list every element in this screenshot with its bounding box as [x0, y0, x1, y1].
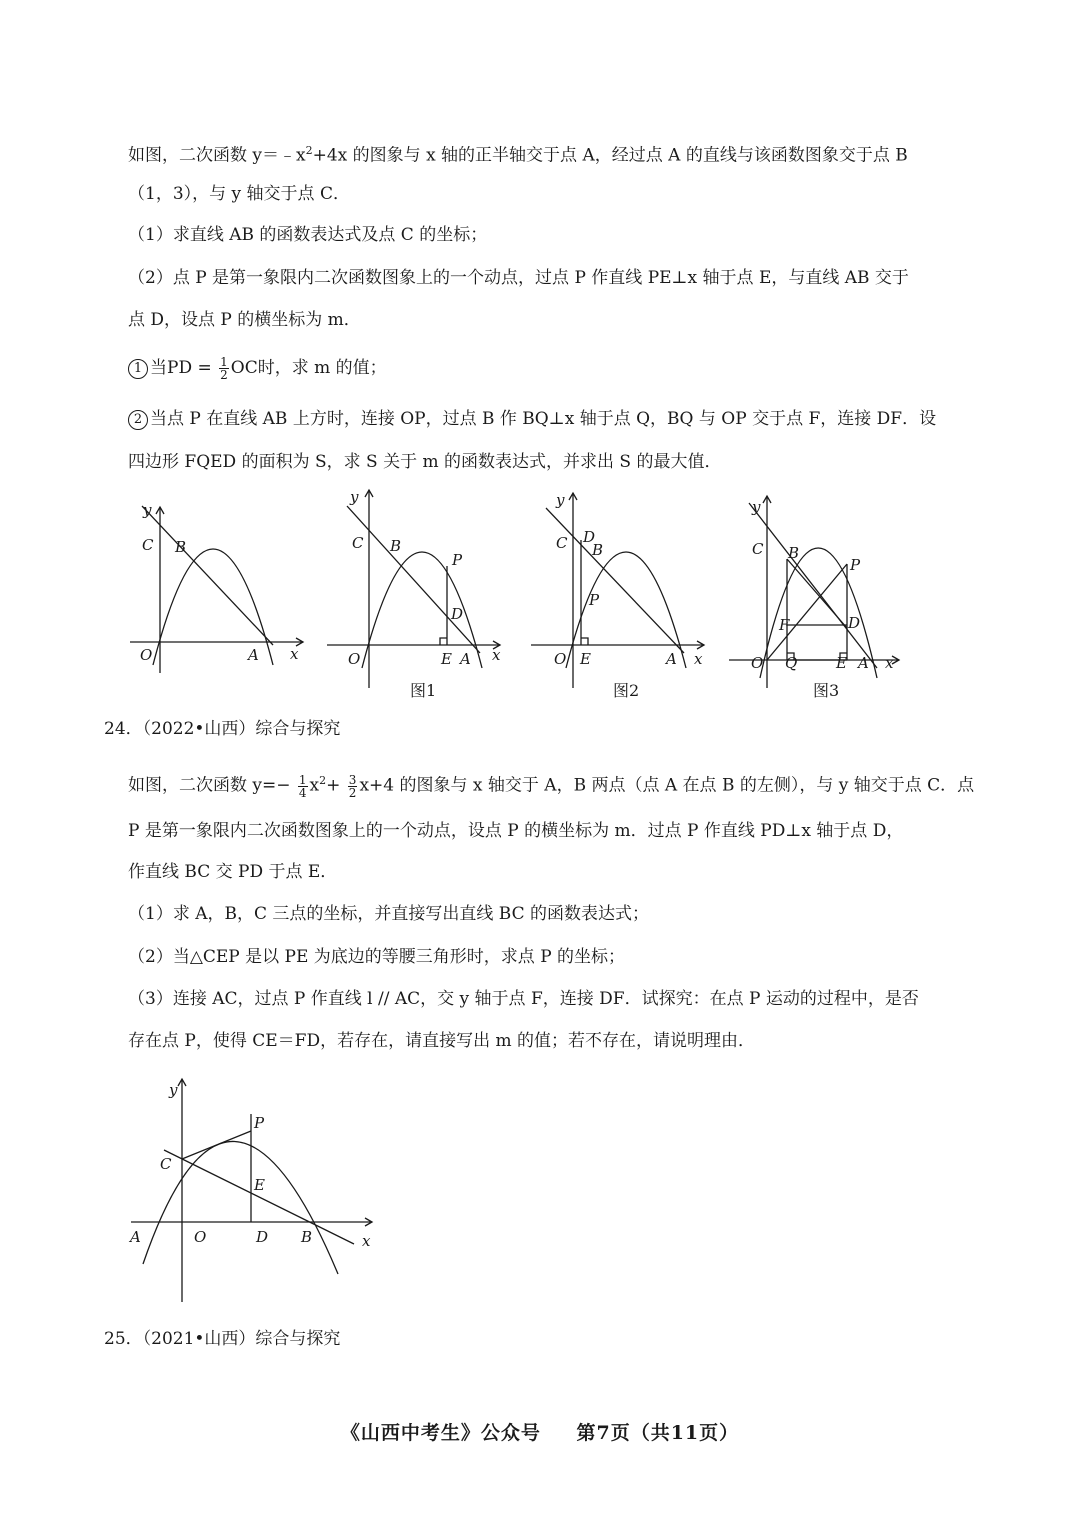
svg-text:P: P: [452, 551, 463, 569]
svg-text:D: D: [583, 528, 596, 546]
caption-figure-2: 图2: [613, 681, 640, 700]
svg-text:y: y: [556, 491, 565, 509]
figure-original: [125, 495, 310, 675]
page-footer: [0, 1418, 1080, 1445]
svg-text:Q: Q: [785, 654, 798, 672]
figure-p24: [126, 1074, 386, 1306]
svg-text:O: O: [751, 654, 764, 672]
p24-question-3a: （3）连接 AC，过点 P 作直线 l // AC，交 y 轴于点 F，连接 DF．试探究：在点 P 运动的过程中，是否: [128, 989, 919, 1009]
figure-1: [322, 488, 507, 703]
p24-question-1: （1）求 A，B，C 三点的坐标，并直接写出直线 BC 的函数表达式；: [128, 904, 650, 924]
svg-text:E: E: [836, 654, 847, 672]
circled-number-2: 2: [128, 410, 148, 430]
caption-figure-3: 图3: [813, 681, 840, 700]
svg-text:O: O: [348, 650, 361, 668]
label-C: C: [142, 536, 154, 554]
svg-text:B: B: [390, 537, 402, 555]
svg-text:A: A: [666, 650, 677, 668]
svg-text:D: D: [451, 605, 464, 623]
p23-line-2: （1，3），与 y 轴交于点 C．: [128, 184, 350, 204]
svg-text:C: C: [556, 534, 568, 552]
p24-line-1: 如图，二次函数 y=− $\frac{1}{4}$ $x^2+$ $\frac{3}{2}$ x+4 的图象与 x 轴交于 A，B 两点（点 A 在点 B 的左侧），与 y 轴交于点 C．点: [128, 772, 975, 800]
svg-text:x: x: [694, 650, 703, 668]
figure-3: [727, 488, 912, 703]
svg-text:x: x: [885, 654, 894, 672]
svg-text:E: E: [254, 1176, 265, 1194]
p24-question-2: （2）当△CEP 是以 PE 为底边的等腰三角形时，求点 P 的坐标；: [128, 947, 626, 967]
svg-text:F: F: [779, 616, 790, 634]
label-x: x: [290, 645, 299, 663]
svg-text:x: x: [492, 646, 501, 664]
svg-text:P: P: [850, 556, 861, 574]
svg-text:B: B: [592, 541, 604, 559]
label-y: y: [143, 501, 152, 519]
svg-text:E: E: [441, 650, 452, 668]
svg-text:D: D: [848, 614, 861, 632]
p23-question-2a: （2）点 P 是第一象限内二次函数图象上的一个动点，过点 P 作直线 PE⊥x 轴于点 E，与直线 AB 交于: [128, 268, 909, 288]
p23-sub-1: 1 当PD = $\frac{1}{2}$ OC时，求 m 的值；: [128, 356, 387, 381]
footer-source: 《山西中考生》公众号: [340, 1422, 541, 1444]
p24-heading: 24．（2022•山西）综合与探究: [104, 719, 341, 739]
p24-line-2: P 是第一象限内二次函数图象上的一个动点，设点 P 的横坐标为 m．过点 P 作直线 PD⊥x 轴于点 D，: [128, 821, 904, 841]
p23-line-1: 如图，二次函数 $y=﹣x^2+4x$ 的图象与 x 轴的正半轴交于点 A，经过点 A 的直线与该函数图象交于点 B: [128, 144, 908, 166]
p23-sub-2a: 2 当点 P 在直线 AB 上方时，连接 OP，过点 B 作 BQ⊥x 轴于点 Q，BQ 与 OP 交于点 F，连接 DF．设: [128, 408, 936, 430]
label-A: A: [248, 646, 259, 664]
p25-heading: 25．（2021•山西）综合与探究: [104, 1329, 341, 1349]
circled-number-1: 1: [128, 359, 148, 379]
footer-page-number: 第7页（共11页）: [576, 1422, 740, 1444]
svg-text:B: B: [788, 544, 800, 562]
svg-text:D: D: [256, 1228, 269, 1246]
figure-2: [526, 488, 711, 703]
svg-text:x: x: [362, 1232, 371, 1250]
svg-text:y: y: [350, 488, 359, 506]
caption-figure-1: 图1: [410, 681, 437, 700]
svg-text:A: A: [858, 654, 869, 672]
svg-text:C: C: [752, 540, 764, 558]
svg-text:C: C: [160, 1155, 172, 1173]
label-B: B: [175, 538, 187, 556]
svg-text:y: y: [169, 1081, 178, 1099]
p23-sub-2b: 四边形 FQED 的面积为 S，求 S 关于 m 的函数表达式，并求出 S 的最大值．: [128, 452, 722, 472]
svg-text:P: P: [254, 1114, 265, 1132]
svg-text:C: C: [352, 534, 364, 552]
svg-text:P: P: [589, 591, 600, 609]
p23-question-1: （1）求直线 AB 的函数表达式及点 C 的坐标；: [128, 225, 488, 245]
svg-text:y: y: [752, 498, 761, 516]
svg-text:A: A: [460, 650, 471, 668]
svg-text:E: E: [580, 650, 591, 668]
svg-text:A: A: [130, 1228, 141, 1246]
fraction-half: $\frac{1}{2}$: [220, 355, 228, 382]
p24-question-3b: 存在点 P，使得 CE＝FD，若存在，请直接写出 m 的值；若不存在，请说明理由．: [128, 1031, 756, 1051]
p23-question-2b: 点 D，设点 P 的横坐标为 m．: [128, 310, 361, 330]
svg-text:O: O: [554, 650, 567, 668]
svg-text:B: B: [301, 1228, 313, 1246]
svg-text:O: O: [194, 1228, 207, 1246]
label-O: O: [140, 646, 153, 664]
p24-line-3: 作直线 BC 交 PD 于点 E．: [128, 862, 338, 882]
